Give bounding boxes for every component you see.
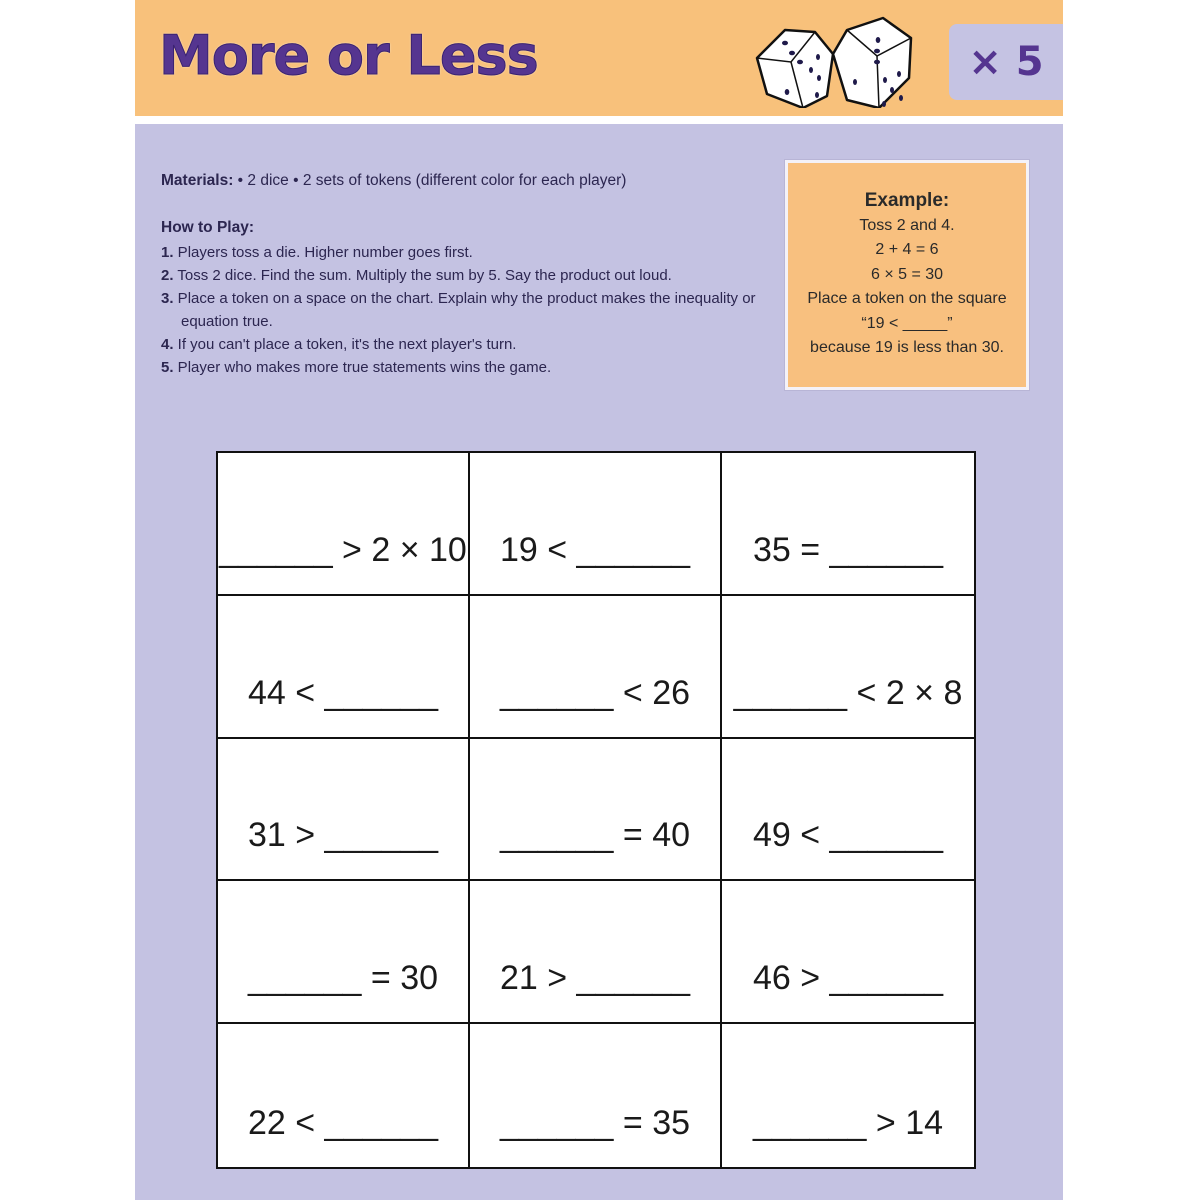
step-text: Players toss a die. Higher number goes first. — [173, 244, 473, 261]
board-cell[interactable] — [722, 596, 974, 739]
worksheet-page — [135, 0, 1063, 1200]
example-box — [785, 160, 1029, 390]
board-cell[interactable] — [470, 453, 722, 596]
game-board — [216, 451, 976, 1169]
cell-statement: ______ < 2 × 8 — [733, 673, 963, 712]
cell-statement: 22 < ______ — [247, 1104, 439, 1142]
step-item — [161, 287, 761, 333]
header-divider — [135, 116, 1063, 124]
step-text: Toss 2 dice. Find the sum. Multiply the sum by 5. Say the product out loud. — [173, 267, 672, 284]
example-line: Place a token on the square — [807, 290, 1007, 307]
step-number: 4. — [161, 336, 174, 353]
board-cell[interactable] — [470, 596, 722, 739]
step-number: 5. — [161, 359, 174, 376]
example-line: 2 + 4 = 6 — [875, 241, 939, 258]
board-cell[interactable] — [218, 596, 470, 739]
step-number: 3. — [161, 290, 174, 307]
step-item — [161, 264, 761, 287]
example-line: “19 < _____” — [861, 314, 953, 332]
cell-statement: ______ = 30 — [247, 959, 439, 998]
board-cell[interactable] — [470, 1024, 722, 1167]
board-cell[interactable] — [218, 739, 470, 882]
cell-statement: ______ > 2 × 10 — [219, 530, 467, 569]
materials-line — [161, 172, 626, 190]
materials-label: Materials: — [161, 172, 234, 189]
board-cell[interactable] — [722, 739, 974, 882]
cell-statement: ______ < 26 — [499, 673, 691, 712]
board-cell[interactable] — [218, 881, 470, 1024]
content-area — [135, 124, 1063, 1200]
cell-statement: 46 > ______ — [752, 959, 944, 998]
multiplier-badge: × 5 — [949, 24, 1063, 100]
cell-statement: 49 < ______ — [752, 816, 944, 855]
cell-statement: 35 = ______ — [752, 530, 944, 569]
example-line: 6 × 5 = 30 — [870, 265, 944, 283]
step-text: Player who makes more true statements wins the game. — [173, 359, 552, 376]
step-item — [161, 356, 761, 379]
cell-statement: 19 < ______ — [499, 530, 691, 569]
step-item — [161, 333, 761, 356]
cell-statement: 44 < ______ — [247, 673, 439, 712]
how-to-play-steps — [161, 241, 761, 379]
cell-statement: ______ > 14 — [752, 1104, 944, 1142]
example-title: Example: — [864, 190, 950, 211]
cell-statement: ______ = 35 — [499, 1104, 691, 1142]
board-cell[interactable] — [722, 453, 974, 596]
cell-statement: 31 > ______ — [247, 816, 439, 855]
header-bar — [135, 0, 1063, 116]
step-number: 2. — [161, 267, 174, 284]
step-text: If you can't place a token, it's the next player's turn. — [173, 336, 517, 353]
board-cell[interactable] — [218, 453, 470, 596]
two-dice-icon — [747, 12, 917, 108]
how-to-play-heading: How to Play: — [161, 219, 255, 236]
board-cell[interactable] — [470, 739, 722, 882]
page-title: More or Less — [159, 24, 538, 87]
materials-text: • 2 dice • 2 sets of tokens (different color for each player) — [233, 172, 627, 189]
example-line: Toss 2 and 4. — [859, 216, 955, 234]
example-line: because 19 is less than 30. — [810, 339, 1004, 356]
cell-statement: ______ = 40 — [499, 816, 691, 855]
step-number: 1. — [161, 244, 174, 261]
board-cell[interactable] — [470, 881, 722, 1024]
step-item — [161, 241, 761, 264]
step-text: Place a token on a space on the chart. Explain why the product makes the inequality or equation true. — [173, 290, 756, 330]
cell-statement: 21 > ______ — [499, 959, 691, 998]
board-cell[interactable] — [218, 1024, 470, 1167]
board-cell[interactable] — [722, 1024, 974, 1167]
board-cell[interactable] — [722, 881, 974, 1024]
